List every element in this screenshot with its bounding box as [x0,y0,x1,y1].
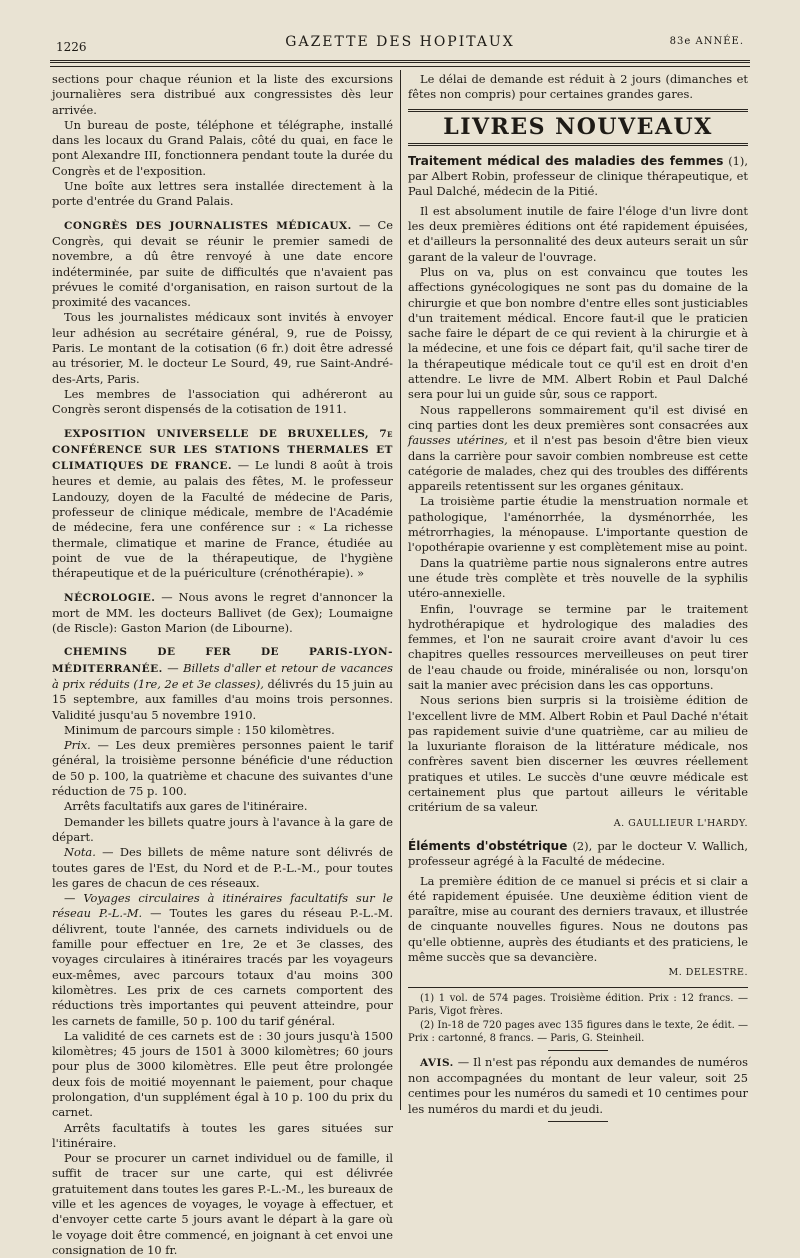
section-body: délivrés du 15 juin au 15 septembre, aux familles d'au moins trois personnes. Validité jusqu'au 5 novembre 1910. [52,676,393,722]
paragraph: Il est absolument inutile de faire l'éloge d'un livre dont les deux premières éditions ont été rapidement épuisées, et d'ailleurs la personnalité des deux auteurs serait un sûr garant de la valeur de l'ouvrage. [408,203,748,264]
header-double-rule [50,60,750,63]
paragraph [408,403,748,495]
section-heading: NÉCROLOGIE. [64,591,156,604]
avis-notice [408,1055,748,1117]
nota-paragraph [52,845,393,891]
italic-text: Prix. [64,738,91,753]
year-label: 83e ANNÉE. [669,36,744,47]
section-body: — Toutes les gares du réseau P.-L.-M. délivrent, toute l'année, des carnets individuels ou de famille pour effectuer en 1re, 2e et 3e classes, des voyages circulaires à itinéraires tracés par les voyageurs eux-mêmes, avec parcours totaux d'au moins 300 kilomètres. Les prix de ces carnets comportent des réductions très importantes qui peuvent atteindre, pour les carnets de famille, 50 p. 100 du tarif général. [52,906,393,1028]
paragraph: Arrêts facultatifs aux gares de l'itinéraire. [64,799,308,814]
book-title: Traitement médical des maladies des femmes [408,153,724,168]
section-body: — Nous avons le regret d'annoncer la mort de MM. les docteurs Ballivet (de Gex); Loumaigne (de Riscle): Gaston Marion (de Libourne). [52,589,393,636]
book-entry [408,839,748,870]
book-reference: (1), par Albert Robin, professeur de clinique thérapeutique, et Paul Dalché, médecin de la Pitié. [408,153,748,199]
paragraph: Pour se procurer un carnet individuel ou de famille, il suffit de tracer sur une carte, qui est délivrée gratuitement dans toutes les gares P.-L.-M., les bureaux de ville et les agences de voyages, le voyage à effectuer, et d'envoyer cette carte 5 jours avant le départ à la gare où le voyage doit être commencé, en joignant à cet envoi une consignation de 10 fr. [52,1151,393,1257]
voyages-paragraph [52,891,393,1029]
footnote: (1) 1 vol. de 574 pages. Troisième édition. Prix : 12 francs. — Paris, Vigot frères. [408,992,748,1018]
necrologie-notice [52,590,393,637]
book-title: Éléments d'obstétrique [408,838,568,853]
section-heading: AVIS. [420,1056,454,1069]
section-rule [408,143,748,146]
italic-text: — Voyages circulaires à itinéraires facultatifs sur le réseau P.-L.-M. [52,891,393,921]
book-entry [408,154,748,200]
column-divider [400,70,401,1110]
section-heading: CONGRÈS DES JOURNALISTES MÉDICAUX. [64,219,352,232]
left-column [52,72,393,1258]
paragraph: Tous les journalistes médicaux sont invités à envoyer leur adhésion au secrétaire général, 9, rue de Poissy, Paris. Le montant de la cotisation (6 fr.) doit être adressé au trésorier, M. le docteur Le Sourd, 49, rue Saint-André-des-Arts, Paris. [52,310,393,386]
section-title: LIVRES NOUVEAUX [443,113,713,140]
paragraph: Le délai de demande est réduit à 2 jours (dimanches et fêtes non compris) pour certaines grandes gares. [408,72,748,102]
section-heading: EXPOSITION UNIVERSELLE DE BRUXELLES, 7e CONFÉRENCE SUR LES STATIONS THERMALES ET CLIMATIQUES DE FRANCE. [52,427,393,473]
section-body: — Les deux premières personnes paient le tarif général, la troisième personne bénéficie d'une réduction de 50 p. 100, la quatrième et chacune des suivantes d'une réduction de 75 p. 100. [52,738,393,799]
section-body: — Le lundi 8 août à trois heures et demie, au palais des fêtes, M. le professeur Landouzy, doyen de la Faculté de médecine de Paris, professeur de clinique médicale, membre de l'Académie de médecine, fera une conférence sur : « La richesse thermale, climatique et marine de France, étudiée au point de vue de la thérapeutique, de l'hygiène thérapeutique et de la puériculture (crénothérapie). » [52,458,393,581]
paragraph: La première édition de ce manuel si précis et si clair a été rapidement épuisée. Une deuxième édition vient de paraître, mise au courant des derniers travaux, et illustrée de cinquante nouvelles figures. Nous ne doutons pas qu'elle obtienne, auprès des étudiants et des praticiens, le même succès que sa devancière. [408,873,748,965]
italic-text: fausses utérines, [408,433,508,448]
prix-paragraph [52,738,393,799]
signature: M. DELESTRE. [668,967,748,979]
page-number: 1226 [56,40,87,54]
section-body: — Ce Congrès, qui devait se réunir le premier samedi de novembre, a dû être renvoyé à une date encore indéterminée, par suite de difficultés que n'avaient pas prévues le comité d'organisation, en raison surtout de la proximité des vacances. [52,217,393,310]
section-rule [408,109,748,112]
chemins-notice: CHEMINS DE FER DE PARIS-LYON-MÉDITERRANÉE. — Billets d'aller et retour de vacances à prix réduits (1re, 2e et 3e classes), délivrés du 15 juin au 15 septembre, aux familles d'au moins trois personnes. Validité jusqu'au 5 novembre 1910. [52,646,393,722]
paragraph: Enfin, l'ouvrage se termine par le traitement hydrothérapique et hydrologique des maladies des femmes, et l'on ne saurait croire avant d'avoir lu ces chapitres quelles ressources merveilleuses on peut tirer de l'eau chaude ou froide, minéralisée ou non, lorsqu'on sait la manier avec précision dans les cas opportuns. [408,601,748,692]
ornament-rule [548,1050,608,1051]
paragraph: Nous serions bien surpris si la troisième édition de l'excellent livre de MM. Albert Robin et Paul Daché n'était pas rapidement suivie d'une quatrième, car au milieu de la luxuriante floraison de la littérature médicale, nos confrères savent bien discerner les œuvres réellement pratiques et utiles. Le succès d'une œuvre médicale est certainement plus que partout ailleurs le véritable critérium de sa valeur. [408,693,748,815]
paragraph: Minimum de parcours simple : 150 kilomètres. [64,722,335,737]
section-body: — Des billets de même nature sont délivrés de toutes gares de l'Est, du Nord et de P.-L.-M., pour toutes les gares de chacun de ces réseaux. [52,845,393,890]
italic-text: Nota. [64,845,96,860]
footnote-rule [408,987,748,988]
footnote: (2) In-18 de 720 pages avec 135 figures dans le texte, 2e édit. — Prix : cartonné, 8 francs. — Paris, G. Steinheil. [408,1019,748,1045]
paragraph: Demander les billets quatre jours à l'avance à la gare de départ. [52,814,393,844]
header-rule [50,66,750,67]
section-body: — Il n'est pas répondu aux demandes de numéros non accompagnées du montant de leur valeur, soit 25 centimes pour les numéros du samedi et 10 centimes pour les numéros du mardi et du jeudi. [408,1054,748,1116]
paragraph: Arrêts facultatifs à toutes les gares situées sur l'itinéraire. [52,1120,393,1150]
ornament-rule [548,1121,608,1122]
paragraph: Les membres de l'association qui adhéreront au Congrès seront dispensés de la cotisation de 1911. [52,386,393,417]
paragraph: La validité de ces carnets est de : 30 jours jusqu'à 1500 kilomètres; 45 jours de 1501 à 3000 kilomètres; 60 jours pour plus de 3000 kilomètres. Elle peut être prolongée deux fois de moitié moyennant le paiement, pour chaque prolongation, d'un supplément égal à 10 p. 100 du prix du carnet. [52,1028,393,1120]
congres-notice [52,218,393,311]
paragraph: Une boîte aux lettres sera installée directement à la porte d'entrée du Grand Palais. [52,179,393,209]
paragraph: Plus on va, plus on est convaincu que toutes les affections gynécologiques ne sont pas du domaine de la chirurgie et que bon nombre d'entre elles sont justiciables d'un traitement médical. Encore faut-il que le praticien sache faire le départ de ce qui revient à la chirurgie et à la médecine, et une fois ce départ fait, qu'il sache tirer de la thérapeutique médicale tout ce qu'il est en droit d'en attendre. Le livre de MM. Albert Robin et Paul Dalché sera pour lui un guide sûr, sous ce rapport. [408,264,748,402]
right-column [408,72,748,1126]
paragraph: Un bureau de poste, téléphone et télégraphe, installé dans les locaux du Grand Palais, côté du quai, en face le pont Alexandre III, fonctionnera pendant toute la durée du Congrès et de l'exposition. [52,117,393,178]
text: et il n'est pas besoin d'être bien vieux dans la carrière pour savoir combien nombreuse est cette catégorie de malades, chez qui des troubles des différents appareils retentissent sur les organes génitaux. [408,433,748,494]
paragraph: La troisième partie étudie la menstruation normale et pathologique, l'aménorrhée, la dysménorrhée, les métrorrhagies, la ménopause. L'importante question de l'opothérapie ovarienne y est complètement mise au point. [408,494,748,555]
paragraph: sections pour chaque réunion et la liste des excursions journalières sera distribué aux congressistes dès leur arrivée. [52,72,393,117]
expo-notice [52,426,393,582]
paragraph: Dans la quatrième partie nous signalerons entre autres une étude très complète et très nouvelle de la syphilis utéro-annexielle. [408,555,748,601]
signature: A. GAULLIEUR L'HARDY. [613,817,748,829]
text: Nous rappellerons sommairement qu'il est divisé en cinq parties dont les deux premières sont consacrées aux [408,402,748,432]
section-heading: CHEMINS DE FER DE PARIS-LYON-MÉDITERRANÉE. [52,646,393,675]
journal-title: GAZETTE DES HOPITAUX [285,34,515,50]
italic-text: Billets d'aller et retour de vacances à prix réduits (1re, 2e et 3e classes), [52,660,393,691]
page-header [50,34,750,56]
book-reference: (2), par le docteur V. Wallich, professeur agrégé à la Faculté de médecine. [408,838,748,869]
